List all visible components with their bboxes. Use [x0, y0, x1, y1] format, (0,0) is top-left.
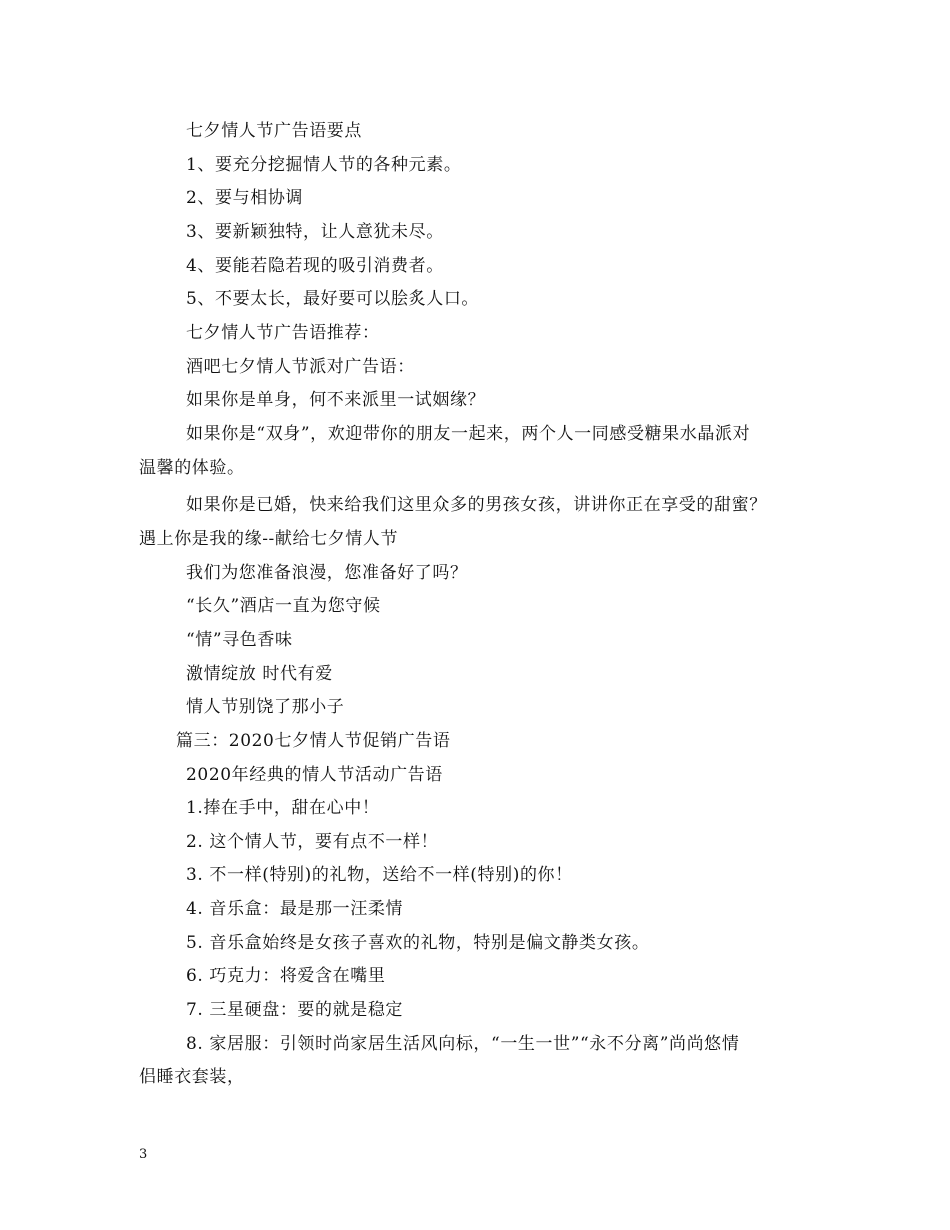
- text-line: 3、要新颖独特，让人意犹未尽。: [186, 222, 444, 242]
- text-line: 2. 这个情人节，要有点不一样！: [186, 832, 439, 852]
- text-line: 2、要与相协调: [186, 188, 304, 208]
- text-line: 如果你是单身，何不来派里一试姻缘？: [186, 390, 486, 410]
- text-line: 3. 不一样(特别)的礼物，送给不一样(特别)的你！: [186, 865, 573, 885]
- text-line: 如果你是“双身”，欢迎带你的朋友一起来，两个人一同感受糖果水晶派对: [186, 424, 751, 444]
- text-line: 情人节别饶了那小子: [186, 697, 345, 717]
- text-line: 7. 三星硬盘：要的就是稳定: [186, 1000, 404, 1020]
- text-line: 5、不要太长，最好要可以脍炙人口。: [186, 289, 480, 309]
- text-line: 8. 家居服：引领时尚家居生活风向标，“一生一世”“永不分离”尚尚悠情: [186, 1034, 740, 1054]
- text-line: 4、要能若隐若现的吸引消费者。: [186, 256, 444, 276]
- text-line: 我们为您准备浪漫，您准备好了吗？: [186, 563, 468, 583]
- text-line: 温馨的体验。: [139, 458, 245, 478]
- text-line: 遇上你是我的缘--献给七夕情人节: [139, 529, 399, 549]
- text-line: “情”寻色香味: [186, 630, 293, 650]
- text-line: 1、要充分挖掘情人节的各种元素。: [186, 155, 462, 175]
- text-line: 激情绽放 时代有爱: [186, 664, 333, 684]
- page-number: 3: [139, 1147, 148, 1162]
- section-heading: 七夕情人节广告语推荐：: [186, 323, 380, 343]
- text-line: 6. 巧克力：将爱含在嘴里: [186, 966, 386, 986]
- section-heading: 七夕情人节广告语要点: [186, 121, 362, 141]
- text-line: 2020年经典的情人节活动广告语: [186, 765, 443, 785]
- text-line: 如果你是已婚，快来给我们这里众多的男孩女孩，讲讲你正在享受的甜蜜？: [186, 495, 767, 515]
- text-line: 侣睡衣套装，: [139, 1067, 245, 1087]
- text-line: 1.捧在手中，甜在心中！: [186, 798, 380, 818]
- text-line: 酒吧七夕情人节派对广告语：: [186, 357, 415, 377]
- section-heading: 篇三：2020七夕情人节促销广告语: [176, 731, 451, 751]
- text-line: “长久”酒店一直为您守候: [186, 596, 381, 616]
- text-line: 5. 音乐盒始终是女孩子喜欢的礼物，特别是偏文静类女孩。: [186, 933, 650, 953]
- text-line: 4. 音乐盒：最是那一汪柔情: [186, 899, 404, 919]
